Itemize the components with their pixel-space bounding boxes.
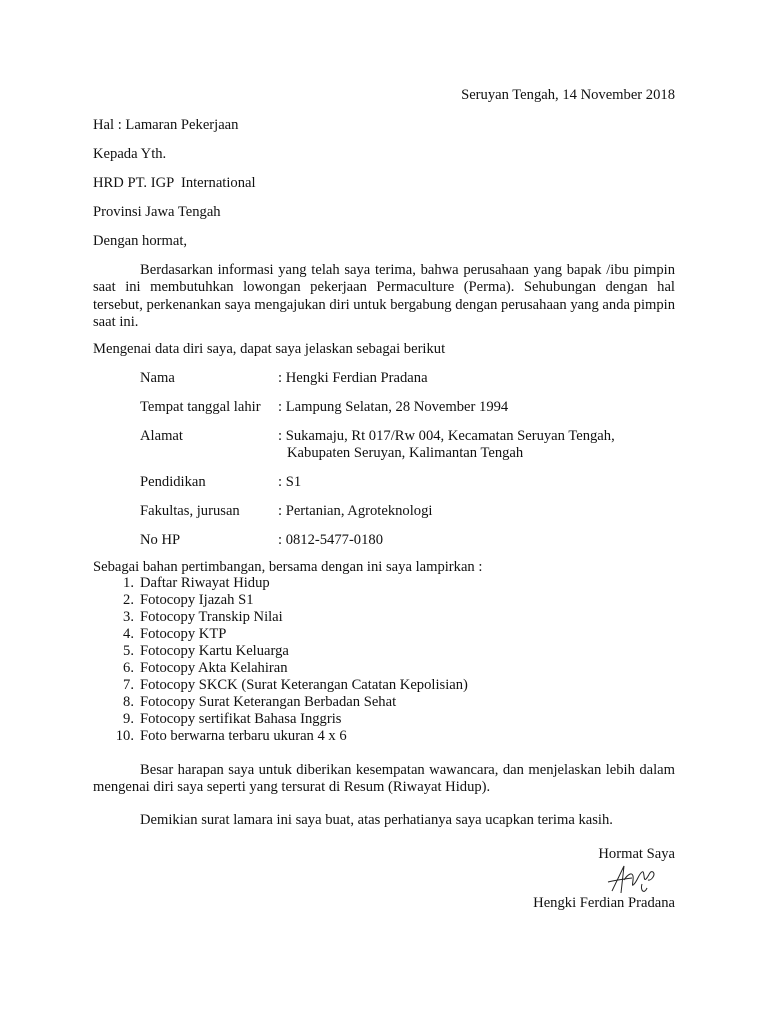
data-intro: Mengenai data diri saya, dapat saya jelaskan sebagai berikut	[93, 341, 446, 357]
personal-value-phone: : 0812-5477-0180	[278, 532, 383, 548]
signature-image	[602, 862, 664, 898]
list-item-number: 8.	[123, 694, 134, 710]
signer-name: Hengki Ferdian Pradana	[533, 895, 675, 911]
personal-value-name: : Hengki Ferdian Pradana	[278, 370, 428, 386]
personal-value-faculty: : Pertanian, Agroteknologi	[278, 503, 433, 519]
list-item	[108, 728, 468, 745]
list-item-number: 9.	[123, 711, 134, 727]
sign-off: Hormat Saya	[598, 846, 675, 862]
list-item-text: Fotocopy sertifikat Bahasa Inggris	[140, 711, 342, 727]
list-item	[108, 592, 468, 609]
personal-label-address: Alamat	[140, 428, 183, 444]
recipient-to: Kepada Yth.	[93, 146, 167, 162]
list-item-number: 6.	[123, 660, 134, 676]
list-item-number: 7.	[123, 677, 134, 693]
personal-value-birth: : Lampung Selatan, 28 November 1994	[278, 399, 509, 415]
list-item	[108, 575, 468, 592]
personal-label-education: Pendidikan	[140, 474, 206, 490]
list-item	[108, 677, 468, 694]
list-item	[108, 711, 468, 728]
list-item-number: 2.	[123, 592, 134, 608]
closing-paragraph: Demikian surat lamara ini saya buat, atas perhatianya saya ucapkan terima kasih.	[140, 812, 613, 828]
list-item-text: Fotocopy Ijazah S1	[140, 592, 254, 608]
recipient-company: HRD PT. IGP International	[93, 175, 256, 191]
date-line: Seruyan Tengah, 14 November 2018	[461, 87, 675, 103]
list-item-number: 4.	[123, 626, 134, 642]
hope-paragraph-block	[93, 762, 675, 797]
recipient-province: Provinsi Jawa Tengah	[93, 204, 221, 220]
list-item	[108, 660, 468, 677]
list-item-text: Fotocopy Akta Kelahiran	[140, 660, 288, 676]
attachments-list	[108, 575, 468, 745]
attachments-intro: Sebagai bahan pertimbangan, bersama dengan ini saya lampirkan :	[93, 559, 483, 575]
list-item	[108, 626, 468, 643]
list-item	[108, 694, 468, 711]
list-item-text: Fotocopy Surat Keterangan Berbadan Sehat	[140, 694, 397, 710]
list-item	[108, 643, 468, 660]
personal-label-name: Nama	[140, 370, 175, 386]
list-item-number: 10.	[115, 728, 134, 744]
personal-label-birth: Tempat tanggal lahir	[140, 399, 261, 415]
personal-value-education: : S1	[278, 474, 302, 490]
list-item-text: Daftar Riwayat Hidup	[140, 575, 270, 591]
list-item-number: 5.	[123, 643, 134, 659]
personal-value-address: : Sukamaju, Rt 017/Rw 004, Kecamatan Seruyan Tengah,	[278, 428, 615, 444]
list-item-text: Fotocopy KTP	[140, 626, 227, 642]
greeting: Dengan hormat,	[93, 233, 188, 249]
personal-value-address-line2: Kabupaten Seruyan, Kalimantan Tengah	[287, 445, 524, 461]
personal-label-phone: No HP	[140, 532, 181, 548]
hope-paragraph: Besar harapan saya untuk diberikan kesempatan wawancara, dan menjelaskan lebih dalam mengenai diri saya seperti yang tersurat di Resum (Riwayat Hidup).	[93, 762, 675, 796]
intro-paragraph: Berdasarkan informasi yang telah saya terima, bahwa perusahaan yang bapak /ibu pimpin saat ini membutuhkan lowongan pekerjaan Permaculture (Perma). Sehubungan dengan hal tersebut, perkenankan saya mengajukan diri untuk bergabung dengan perusahaan yang anda pimpin saat ini.	[93, 262, 675, 331]
subject-line: Hal : Lamaran Pekerjaan	[93, 117, 239, 133]
list-item-text: Fotocopy SKCK (Surat Keterangan Catatan Kepolisian)	[140, 677, 468, 693]
list-item-text: Fotocopy Kartu Keluarga	[140, 643, 289, 659]
list-item-text: Foto berwarna terbaru ukuran 4 x 6	[140, 728, 347, 744]
list-item	[108, 609, 468, 626]
intro-paragraph-block	[93, 262, 675, 332]
list-item-number: 3.	[123, 609, 134, 625]
personal-label-faculty: Fakultas, jurusan	[140, 503, 240, 519]
list-item-number: 1.	[123, 575, 134, 591]
list-item-text: Fotocopy Transkip Nilai	[140, 609, 283, 625]
